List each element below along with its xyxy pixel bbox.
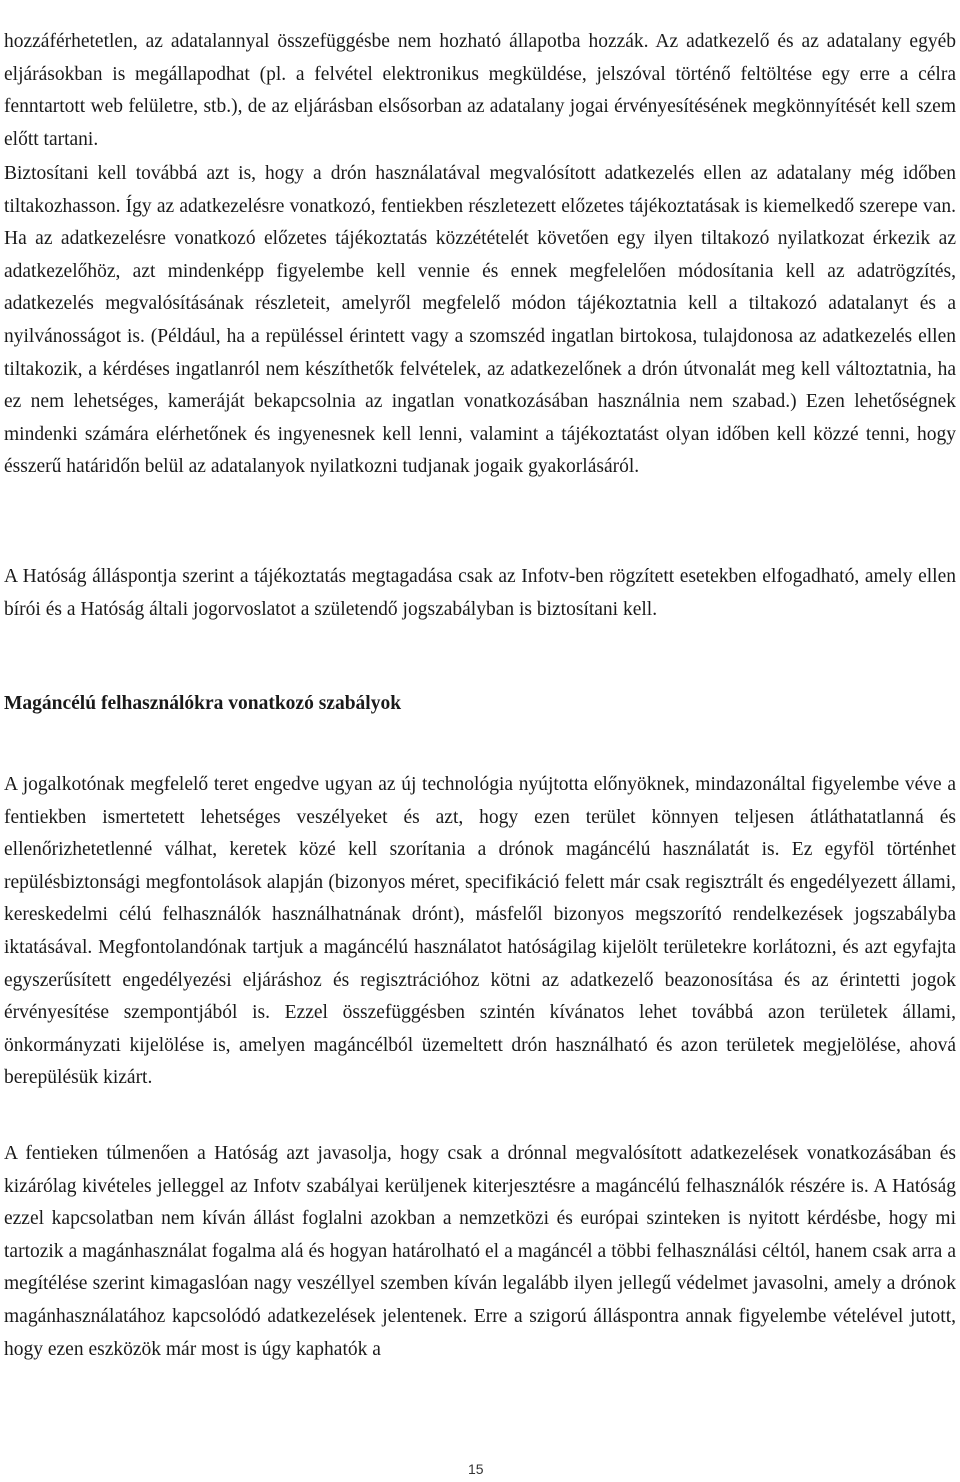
paragraph-private-use-rules: A jogalkotónak megfelelő teret engedve ugyan az új technológia nyújtotta előnyöknek, mindazonáltal figyelembe véve a fentiekben ismertetett lehetséges veszélyeket és azt, hogy ezen terület könnyen teljesen átláthatatlanná és ellenőrizhetetlenné válhat, keretek közé kell szorítania a drónok magáncélú használatát is. Ez egyföl történhet repülésbiztonsági megfontolások alapján (bizonyos méret, specifikáció felett már csak regisztrált és engedélyezett állami, kereskedelmi célú felhasználók használhatnának drónt), másfelől bizonyos megszorító rendelkezések jogszabályba iktatásával. Megfontolandónak tartjuk a magáncélú használatot hatóságilag kijelölt területekre korlátozni, és azt egyfajta egyszerűsített engedélyezési eljáráshoz és regisztrációhoz kötni az adatkezelő beazonosítása és az érintetti jogok érvényesítése szempontjából is. Ezzel összefüggésben szintén kívánatos lehet továbbá azon területek állami, önkormányzati kijelölése is, amelyen magáncélból üzemeltett drón használható és azon területek megjelölése, ahová berepülésük kizárt. — [4, 774, 956, 1089]
paragraph-objection-right: Biztosítani kell továbbá azt is, hogy a drón használatával megvalósított adatkezelés ellen az adatalany még időben tiltakozhasson. Így az adatkezelésre vonatkozó, fentiekben részletezett előzetes tájékoztatásak is kiemelkedő szerepe van. Ha az adatkezelésre vonatkozó előzetes tájékoztatás közzétételét követően egy ilyen tiltakozó nyilatkozat érkezik az adatkezelőhöz, azt mindenképp figyelembe kell vennie és ennek megfelelően módosítania kell az adatrögzítés, adatkezelés megvalósításának részleteit, amelyről megfelelő módon tájékoztatnia kell a tiltakozó adatalanyt és a nyilvánosságot is. (Például, ha a repüléssel érintett vagy a szomszéd ingatlan birtokosa, tulajdonosa az adatkezelés ellen tiltakozik, a kérdéses ingatlanról nem készíthetők felvételek, az adatkezelőnek a drón útvonalát meg kell változtatnia, ha ez nem lehetséges, kameráját bekapcsolnia az ingatlan vonatkozásában használnia nem szabad.) Ezen lehetőségnek mindenki számára elérhetőnek és ingyenesnek kell lenni, valamint a tájékoztatást olyan időben kell közzé tenni, hogy ésszerű határidőn belül az adatalanyok nyilatkozni tudjanak jogaik gyakorlásáról. — [4, 163, 956, 478]
paragraph-data-subject-rights: hozzáférhetetlen, az adatalannyal összefüggésbe nem hozható állapotba hozzák. Az adatkezelő és az adatalany egyéb eljárásokban is megállapodhat (pl. a felvétel elektronikus megküldése, jelszóval történő feltöltése egy erre a célra fenntartott web felületre, stb.), de az eljárásban elsősorban az adatalany jogai érvényesítésének megkönnyítését kell szem előtt tartani. — [4, 31, 956, 150]
page-number: 15 — [468, 1461, 484, 1477]
paragraph-authority-position: A Hatóság álláspontja szerint a tájékoztatás megtagadása csak az Infotv-ben rögzített esetekben elfogadható, amely ellen bírói és a Hatóság általi jogorvoslatot a születendő jogszabályban is biztosítani kell. — [4, 566, 956, 620]
paragraph-infotv-extension: A fentieken túlmenően a Hatóság azt javasolja, hogy csak a drónnal megvalósított adatkezelések vonatkozásában és kizárólag kivételes jelleggel az Infotv szabályai kerüljenek kiterjesztésre a magáncélú felhasználók részére is. A Hatóság ezzel kapcsolatban nem kíván állást foglalni azokban a nemzetközi és európai szinteken is nyitott kérdésbe, hogy mi tartozik a magánhasználat fogalma alá és hogyan határolható el a magáncél a többi felhasználási céltól, hanem csak arra a megítélése szerint kimagaslóan nagy veszéllyel szemben kíván legalább ilyen jellegű védelmet javasolni, amely a drónok magánhasználatához kapcsolódó adatkezelések jelentenek. Erre a szigorú álláspontra annak figyelembe vételével jutott, hogy ezen eszközök már most is úgy kaphatók a — [4, 1143, 956, 1360]
section-heading: Magáncélú felhasználókra vonatkozó szabályok — [4, 693, 402, 714]
